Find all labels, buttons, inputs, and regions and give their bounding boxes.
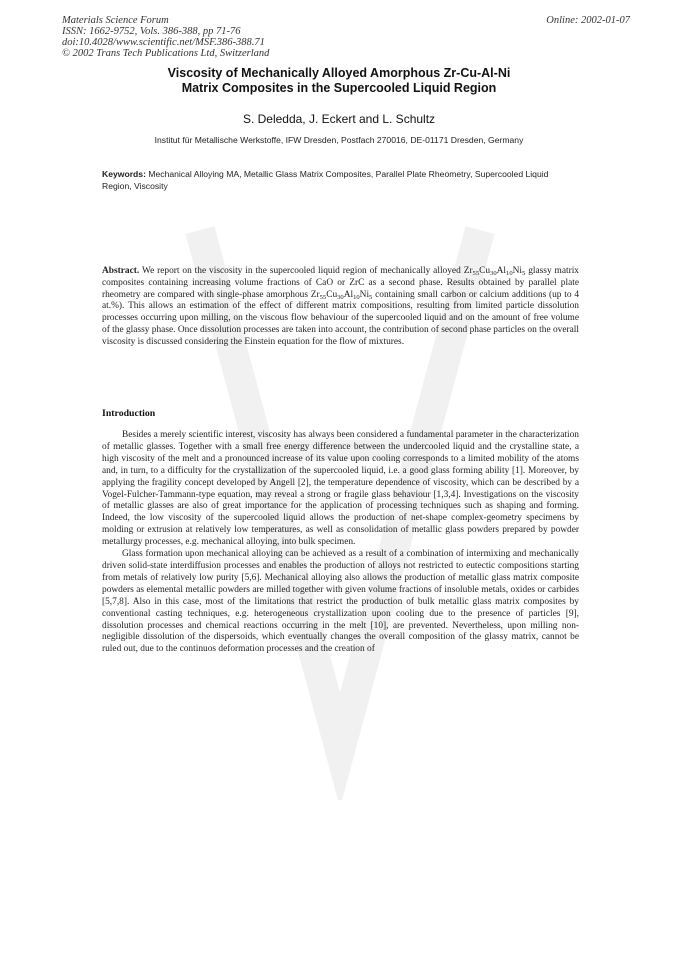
keywords-block — [102, 168, 572, 192]
keywords-text: Mechanical Alloying MA, Metallic Glass Matrix Composites, Parallel Plate Rheometry, Supercooled Liquid Region, Viscosity — [102, 169, 549, 191]
paper-title — [80, 66, 598, 96]
abstract-block — [102, 266, 579, 349]
formula-2: $Zr_{55}Cu_{30}Al_{10}Ni_5$ — [310, 289, 373, 301]
journal-header — [62, 15, 622, 59]
paragraph: Besides a merely scientific interest, viscosity has always been considered a fundamental parameter in the characterization of metallic glasses. Together with a small free energy difference between the undercooled liquid and the crystalline state, a high viscosity of the melt and a pronounced increase of its value upon cooling corresponds to a limited mobility of the atoms and, in turn, to a difficulty for the crystallization of the supercooled liquid, i.e. a good glass forming ability [1]. Moreover, by applying the fragility concept developed by Angell [2], the temperature dependence of viscosity, which can be described by a Vogel-Fulcher-Tammann-type equation, may reveal a strong or fragile glass behaviour [1,3,4]. Investigations on the viscosity of metallic glasses are also of great importance for the application of processing techniques such as shaping and forming. Indeed, the low viscosity of the supercooled liquid allows the production of net-shape complex-geometry specimens by molding or extrusion at relatively low temperatures, as well as consolidation of metallic glass powders prepared by powder metallurgy processes, e.g. mechanical alloying, into bulk specimen. — [102, 430, 579, 548]
formula-1: $Zr_{55}Cu_{30}Al_{10}Ni_5$ — [463, 266, 526, 277]
authors: S. Deledda, J. Eckert and L. Schultz — [242, 112, 436, 126]
online-date: Online: 2002-01-07 — [546, 15, 630, 26]
doi-line[interactable]: doi:10.4028/www.scientific.net/MSF.386-388.71 — [62, 37, 265, 48]
paragraph: Glass formation upon mechanical alloying can be achieved as a result of a combination of intermixing and mechanically driven solid-state interdiffusion processes and enables the production of alloys not restricted to eutectic compositions starting from metals of relatively low purity [5,6]. Mechanical alloying also allows the production of metallic glass matrix composite powders as elemental metallic powders are milled together with given volume fractions of insoluble metals, oxides or carbides [5,7,8]. Also in this case, most of the limitations that restrict the production of bulk metallic glass matrix composites by conventional casting techniques, e.g. heterogeneous crystallization upon cooling due to the presence of particles [9], dissolution processes and chemical reactions occurring in the melt [10], are prevented. Nevertheless, upon milling non-negligible dissolution of the dispersoids, which eventually changes the overall composition of the glassy matrix, cannot be ruled out, due to the continuos deformation processes and the creation of — [102, 549, 579, 655]
abstract-text-3: containing small carbon or calcium additions (up to 4 at.%). This allows an estimation of the effect of different matrix compositions, resulting from limited particle dissolution processes occurring upon milling, on the viscous flow behaviour of the supercooled liquid and on the amount of free volume of the glassy phase. Once dissolution processes are taken into account, the contribution of second phase particles on the overall viscosity is discussed considering the Einstein equation for the flow of mixtures. — [102, 289, 580, 347]
abstract-text-1: We report on the viscosity in the supercooled liquid region of mechanically alloyed — [141, 266, 461, 276]
copyright-line: © 2002 Trans Tech Publications Ltd, Switzerland — [62, 48, 270, 59]
title-line-1: Viscosity of Mechanically Alloyed Amorphous Zr-Cu-Al-Ni — [167, 66, 511, 80]
section-heading-introduction: Introduction — [102, 408, 156, 419]
title-line-2: Matrix Composites in the Supercooled Liquid Region — [181, 81, 497, 95]
affiliation: Institut für Metallische Werkstoffe, IFW Dresden, Postfach 270016, DE-01171 Dresden, Germany — [154, 135, 524, 145]
abstract-text-2: glassy matrix composites containing increasing volume fractions of CaO or ZrC as a second phase. Results obtained by parallel plate rheometry are compared with single-phase amorphous — [102, 266, 579, 300]
abstract-label: Abstract. — [102, 266, 140, 276]
introduction-body — [102, 430, 579, 656]
keywords-label: Keywords: — [102, 169, 146, 179]
issn-line: ISSN: 1662-9752, Vols. 386-388, pp 71-76 — [62, 26, 241, 37]
journal-name: Materials Science Forum — [62, 15, 169, 26]
